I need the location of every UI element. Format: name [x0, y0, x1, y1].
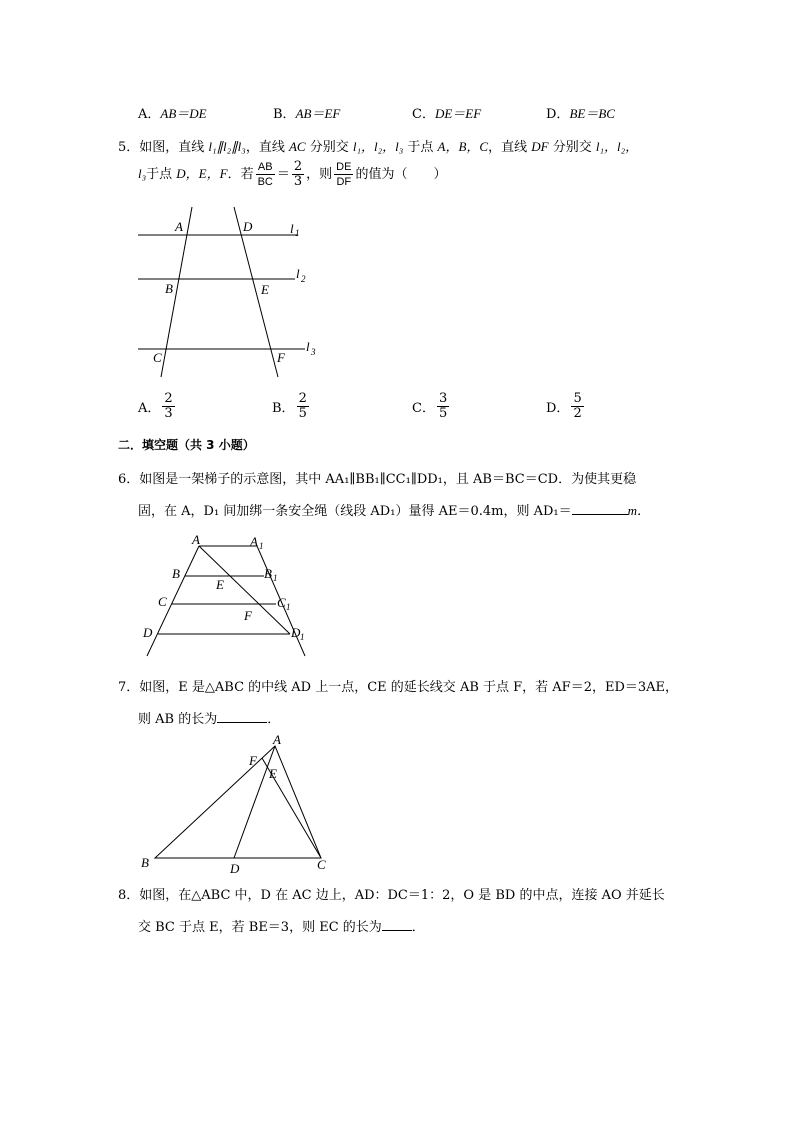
q7-line1: 7．如图，E 是△ABC 的中线 AD 上一点，CE 的延长线交 AB 于点 F，若 AF＝2，ED＝3AE，: [118, 680, 679, 695]
q5-option-a: A． $\frac{2}{3}$: [138, 391, 173, 421]
svg-text:1: 1: [295, 228, 300, 238]
svg-text:1: 1: [273, 573, 278, 583]
label-f: F: [277, 350, 285, 365]
q4-option-c: C．DE＝EF: [412, 106, 482, 122]
q5-option-b: B． $\frac{2}{5}$: [272, 391, 307, 421]
q7-line2: 则 AB 的长为 ．: [138, 712, 281, 727]
svg-text:D: D: [230, 861, 240, 875]
svg-text:F: F: [244, 608, 252, 623]
svg-text:C: C: [158, 594, 167, 609]
svg-text:C: C: [277, 595, 286, 610]
svg-text:B: B: [141, 855, 149, 870]
svg-text:1: 1: [259, 541, 264, 551]
label-l1: l: [290, 221, 294, 236]
q5-fraction-2-3: $\frac{2}{3}$: [293, 159, 303, 189]
triangle-abc: [155, 746, 321, 858]
q7-triangle-figure: [138, 730, 338, 875]
svg-text:3: 3: [311, 347, 316, 357]
svg-text:A: A: [250, 534, 258, 549]
ladder-left-rail: [147, 546, 199, 656]
q6-answer-blank[interactable]: [572, 514, 628, 515]
label-d: D: [243, 219, 253, 234]
q8-line1: 8．如图，在△ABC 中，D 在 AC 边上，AD：DC＝1：2，O 是 BD 的中点，连接 AO 并延长: [118, 888, 665, 903]
label-b: B: [165, 281, 173, 296]
q5-option-c: C． $\frac{3}{5}$: [412, 391, 448, 421]
label-a: A: [175, 219, 183, 234]
q4-option-a: A．AB＝DE: [138, 106, 207, 122]
svg-text:1: 1: [286, 602, 291, 612]
q5-fraction-de-df: $\frac{DE}{DF}$: [336, 161, 352, 188]
q6-line1: 6．如图是一架梯子的示意图，其中 AA₁∥BB₁∥CC₁∥DD₁，且 AB＝BC＝CD．为使其更稳: [118, 472, 637, 487]
svg-text:E: E: [216, 577, 224, 592]
q6-line2: 固，在 A，D₁ 间加绑一条安全绳（线段 AD₁）量得 AE＝0.4m，则 AD₁＝ m．: [138, 503, 650, 519]
svg-text:C: C: [317, 857, 326, 872]
q5-figure: [130, 200, 330, 385]
svg-text:2: 2: [301, 274, 306, 284]
label-c: C: [153, 350, 162, 365]
svg-text:F: F: [249, 753, 257, 768]
q7-answer-blank[interactable]: [217, 722, 267, 723]
q5-fraction-ab-bc: $\frac{AB}{BC}$: [257, 161, 273, 188]
q8-answer-blank[interactable]: [382, 930, 412, 931]
svg-text:A: A: [192, 532, 200, 547]
label-l3: l: [306, 339, 310, 354]
q6-ladder-figure: [138, 530, 318, 660]
label-l2: l: [296, 266, 300, 281]
svg-text:1: 1: [300, 632, 305, 642]
svg-text:D: D: [143, 625, 153, 640]
svg-text:B: B: [264, 566, 272, 581]
q5-line2: l₃于点 D，E，F．若 $\frac{AB}{BC}$ ＝ $\frac{2}{3}$ ，则 $\frac{DE}{DF}$ 的值为（ ）: [138, 159, 447, 189]
svg-text:A: A: [273, 732, 281, 747]
label-e: E: [261, 282, 269, 297]
svg-text:B: B: [172, 566, 180, 581]
line-df: [234, 207, 278, 377]
svg-text:E: E: [269, 766, 277, 781]
q5-line1: 5．如图，直线 l₁∥l₂∥l₃，直线 AC 分别交 l₁，l₂，l₃ 于点 A，B，C，直线 DF 分别交 l₁，l₂，: [118, 139, 639, 155]
q4-option-b: B．AB＝EF: [273, 106, 341, 122]
q4-option-d: D．BE＝BC: [546, 106, 615, 122]
q8-line2: 交 BC 于点 E，若 BE＝3，则 EC 的长为 ．: [138, 920, 425, 935]
svg-text:D: D: [291, 625, 301, 640]
section-heading: 二．填空题（共 3 小题）: [118, 438, 255, 452]
q5-option-d: D． $\frac{5}{2}$: [546, 391, 582, 421]
